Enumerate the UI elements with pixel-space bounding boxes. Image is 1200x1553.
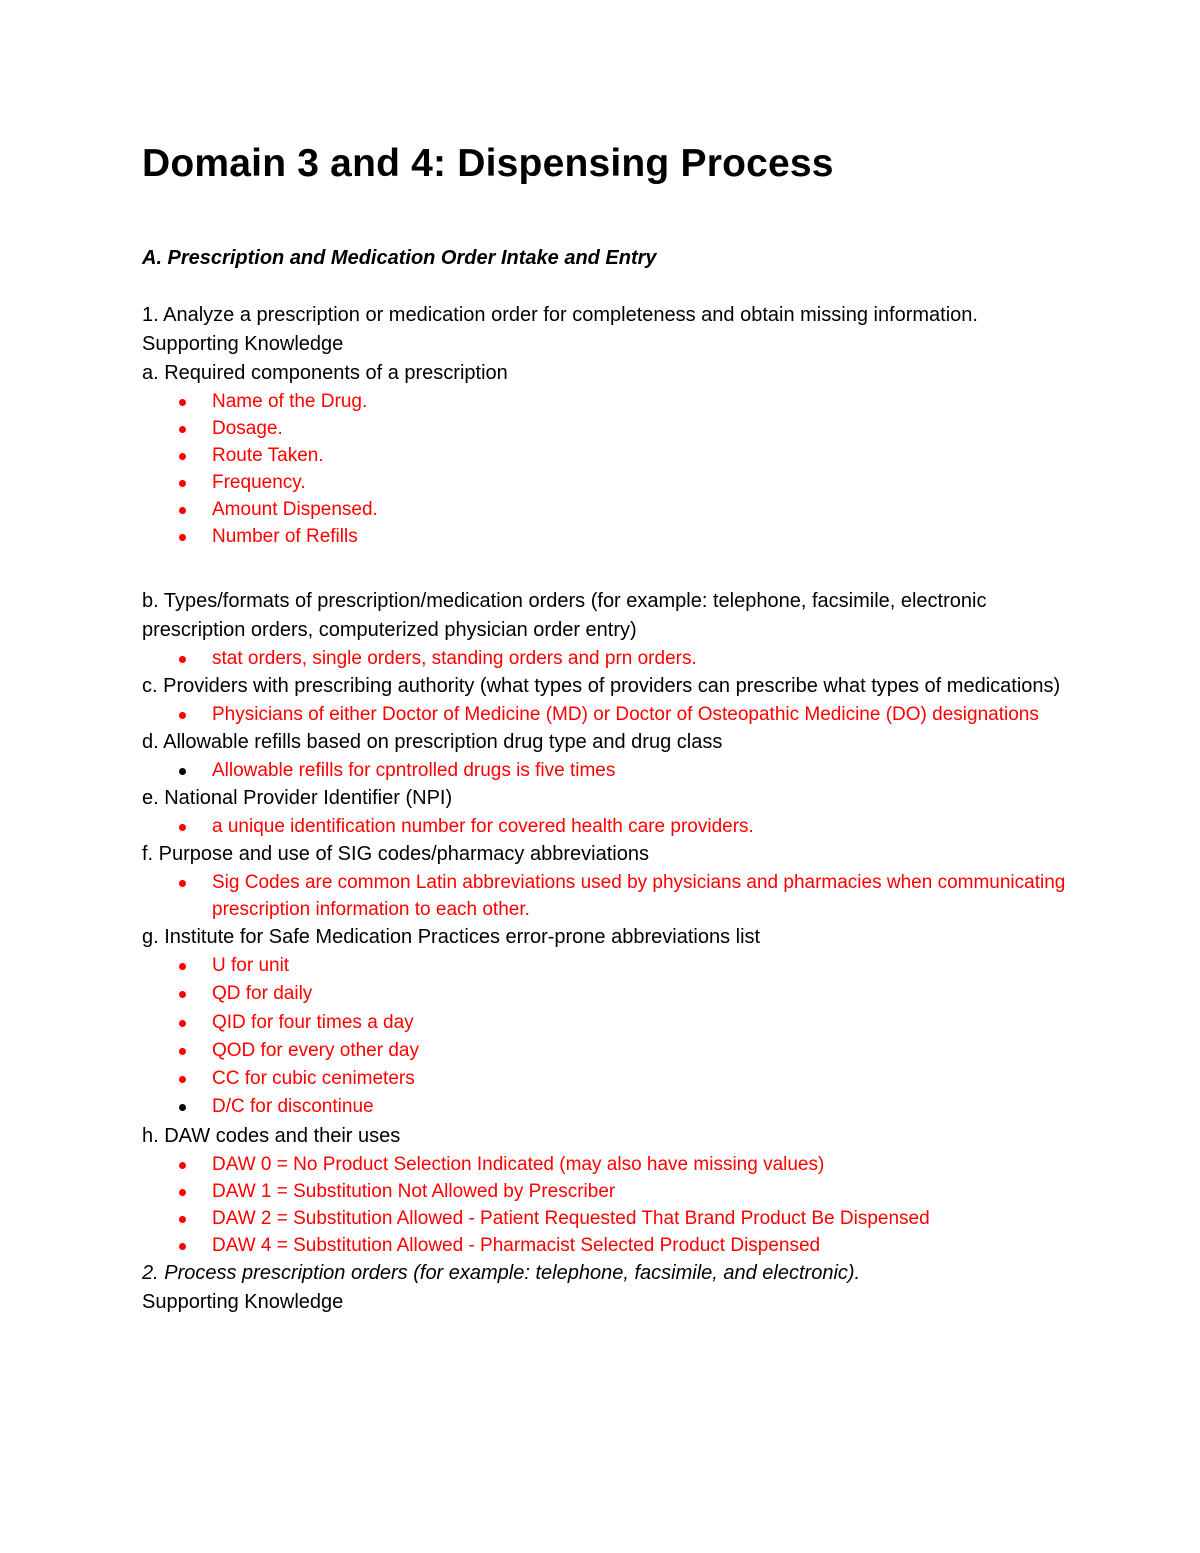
subitem-f-text: f. Purpose and use of SIG codes/pharmacy abbreviations — [142, 843, 649, 865]
list-item — [212, 1205, 1082, 1232]
bullet-icon — [179, 480, 186, 487]
list-item-text: DAW 0 = No Product Selection Indicated (may also have missing values) — [212, 1153, 825, 1175]
list-item-text: stat orders, single orders, standing orders and prn orders. — [212, 648, 697, 669]
item-1-text: 1. Analyze a prescription or medication order for completeness and obtain missing information. — [142, 304, 978, 326]
list-item — [212, 869, 1082, 923]
subitem-e-text: e. National Provider Identifier (NPI) — [142, 787, 453, 809]
bullet-icon — [179, 1216, 186, 1223]
list-item-text: Frequency. — [212, 472, 306, 493]
bullet-icon — [179, 824, 186, 831]
item-2-text: 2. Process prescription orders (for example: telephone, facsimile, and electronic). — [142, 1261, 861, 1284]
bullet-icon — [179, 1020, 186, 1027]
list-item — [212, 388, 1082, 415]
bullet-icon — [179, 963, 186, 970]
list-item-text: DAW 1 = Substitution Not Allowed by Prescriber — [212, 1180, 616, 1202]
list-item-text: QID for four times a day — [212, 1011, 414, 1033]
list-item-text: Sig Codes are common Latin abbreviations used by physicians and pharmacies when communicating prescription information to each other. — [212, 872, 1066, 920]
subitem-d-list — [142, 757, 1082, 784]
bullet-icon — [179, 1189, 186, 1196]
subitem-d-text: d. Allowable refills based on prescription drug type and drug class — [142, 731, 723, 753]
list-item-text: U for unit — [212, 955, 290, 976]
bullet-icon — [179, 399, 186, 406]
bullet-icon — [179, 507, 186, 514]
list-item — [212, 701, 1082, 728]
list-item — [212, 469, 1082, 496]
subitem-e-list — [142, 813, 1082, 840]
list-item — [212, 1037, 1082, 1065]
list-item-text: DAW 4 = Substitution Allowed - Pharmacist Selected Product Dispensed — [212, 1234, 821, 1256]
list-item-text: D/C for discontinue — [212, 1096, 374, 1118]
subitem-a-list — [142, 388, 1082, 550]
list-item — [212, 1151, 1082, 1178]
list-item — [212, 952, 1082, 980]
list-item — [212, 496, 1082, 523]
bullet-icon — [179, 656, 186, 663]
list-item — [212, 645, 1082, 672]
list-item — [212, 1178, 1082, 1205]
subitem-g-list — [142, 952, 1082, 1122]
list-item-text: CC for cubic cenimeters — [212, 1068, 415, 1090]
list-item — [212, 523, 1082, 550]
list-item — [212, 415, 1082, 442]
bullet-icon — [179, 1162, 186, 1169]
bullet-icon — [179, 1076, 186, 1083]
bullet-icon — [179, 453, 186, 460]
subitem-h-text: h. DAW codes and their uses — [142, 1124, 401, 1147]
subitem-f-list — [142, 869, 1082, 923]
list-item-text: Physicians of either Doctor of Medicine (MD) or Doctor of Osteopathic Medicine (DO) designations — [212, 704, 1039, 725]
subitem-b-text: b. Types/formats of prescription/medication orders (for example: telephone, facsimile, electronic prescription orders, computerized physician order entry) — [142, 590, 987, 641]
list-item-text: Amount Dispensed. — [212, 499, 378, 520]
bullet-icon — [179, 712, 186, 719]
list-item-text: DAW 2 = Substitution Allowed - Patient Requested That Brand Product Be Dispensed — [212, 1207, 930, 1229]
list-item — [212, 1093, 1082, 1121]
list-item-text: a unique identification number for covered health care providers. — [212, 816, 754, 837]
subitem-b-list — [142, 645, 1082, 672]
list-item — [212, 813, 1082, 840]
bullet-icon — [179, 880, 186, 887]
list-item — [212, 1232, 1082, 1259]
bullet-icon — [179, 1104, 186, 1111]
item-2-supporting-knowledge: Supporting Knowledge — [142, 1290, 344, 1313]
bullet-icon — [179, 1048, 186, 1055]
bullet-icon — [179, 768, 186, 775]
bullet-icon — [179, 426, 186, 433]
subitem-g-text: g. Institute for Safe Medication Practices error-prone abbreviations list — [142, 926, 761, 948]
bullet-icon — [179, 1243, 186, 1250]
list-item — [212, 980, 1082, 1008]
list-item-text: Dosage. — [212, 418, 283, 439]
list-item — [212, 442, 1082, 469]
list-item-text: Name of the Drug. — [212, 391, 368, 412]
list-item — [212, 1009, 1082, 1037]
section-a-heading: A. Prescription and Medication Order Intake and Entry — [142, 247, 657, 269]
subitem-h-list — [142, 1151, 1082, 1259]
subitem-c-text: c. Providers with prescribing authority (what types of providers can prescribe what types of medications) — [142, 675, 1061, 697]
list-item-text: QD for daily — [212, 983, 313, 1005]
list-item-text: Allowable refills for cpntrolled drugs is five times — [212, 760, 616, 781]
list-item-text: Number of Refills — [212, 526, 358, 547]
subitem-c-list — [142, 701, 1082, 728]
subitem-a-text: a. Required components of a prescription — [142, 362, 508, 384]
document-title: Domain 3 and 4: Dispensing Process — [142, 142, 834, 185]
list-item-text: Route Taken. — [212, 445, 324, 466]
item-1-supporting-knowledge: Supporting Knowledge — [142, 333, 344, 355]
bullet-icon — [179, 534, 186, 541]
bullet-icon — [179, 991, 186, 998]
list-item — [212, 1065, 1082, 1093]
list-item-text: QOD for every other day — [212, 1039, 419, 1061]
document-page — [142, 140, 1082, 1317]
list-item — [212, 757, 1082, 784]
